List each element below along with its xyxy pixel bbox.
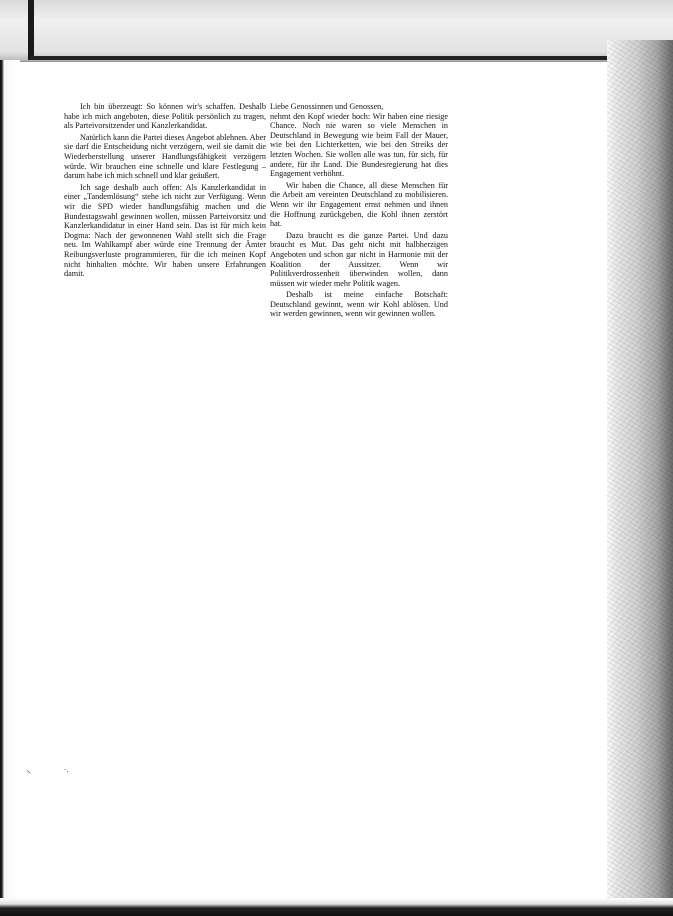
scan-speck: ⸌	[26, 769, 31, 780]
scan-border-left	[0, 60, 20, 916]
paragraph: Ich bin überzeugt: So können wir's schaffen. Deshalb habe ich mich angeboten, diese Politik persönlich zu tragen, als Parteivorsitzender und Kanzlerkandidat.	[64, 102, 266, 131]
paragraph: Deshalb ist meine einfache Botschaft: Deutschland gewinnt, wenn wir Kohl ablösen. Und wir werden gewinnen, wenn wir gewinnen wollen.	[270, 290, 448, 319]
scan-artifact-bar	[28, 0, 34, 60]
scan-artifact-line	[30, 56, 673, 60]
scan-border-top	[0, 0, 673, 62]
scan-speck: ·.	[64, 766, 69, 774]
scan-border-right	[607, 40, 673, 916]
salutation: Liebe Genossinnen und Genossen,	[270, 102, 384, 111]
scan-border-bottom	[0, 898, 673, 916]
paragraph: Dazu braucht es die ganze Partei. Und dazu braucht es Mut. Das geht nicht mit halbherzigen Angeboten und schon gar nicht in Harmonie mit der Koalition der Aussitzer. Wenn wir Politikverdrossenheit überwinden wollen, dann müssen wir wieder mehr Politik wagen.	[270, 230, 448, 288]
text-column-right	[270, 102, 448, 321]
paragraph: nehmt den Kopf wieder hoch: Wir haben eine riesige Chance. Noch nie waren so viele Menschen in Deutschland in Bewegung wie beim Fall der Mauer, wie bei den Lichterketten, wie bei den Streiks der letzten Wochen. Sie wollen alle was tun, für sich, für andere, für ihr Land. Die Bundesregierung hat dies Engagement verhöhnt.	[270, 111, 448, 179]
document-page	[20, 62, 606, 898]
paragraph: Wir haben die Chance, all diese Menschen für die Arbeit am vereinten Deutschland zu mobilisieren. Wenn wir ihr Engagement ernst nehmen und ihnen die Hoffnung zurückgeben, die Kohl ihnen zerstört hat.	[270, 180, 448, 229]
paragraph: Ich sage deshalb auch offen: Als Kanzlerkandidat in einer „Tandemlösung“ stehe ich nicht zur Verfügung. Wenn wir die SPD wieder handlungsfähig machen und die Bundestagswahl gewinnen wollen, müssen Parteivorsitz und Kanzlerkandidatur in einer Hand sein. Das ist für mich kein Dogma: Nach der gewonnenen Wahl stellt sich die Frage neu. Im Wahlkampf aber würde eine Trennung der Ämter Reibungsverluste programmieren, für die ich meinen Kopf nicht hinhalten möchte. Wir haben unsere Erfahrungen damit.	[64, 182, 266, 279]
paragraph: Natürlich kann die Partei dieses Angebot ablehnen. Aber sie darf die Entscheidung nicht verzögern, weil sie damit die Wiederherstellung unserer Handlungsfähigkeit verzögern würde. Wir brauchen eine schnelle und klare Festlegung – darum habe ich mich schnell und klar geäußert.	[64, 132, 266, 181]
text-column-left	[64, 102, 266, 281]
